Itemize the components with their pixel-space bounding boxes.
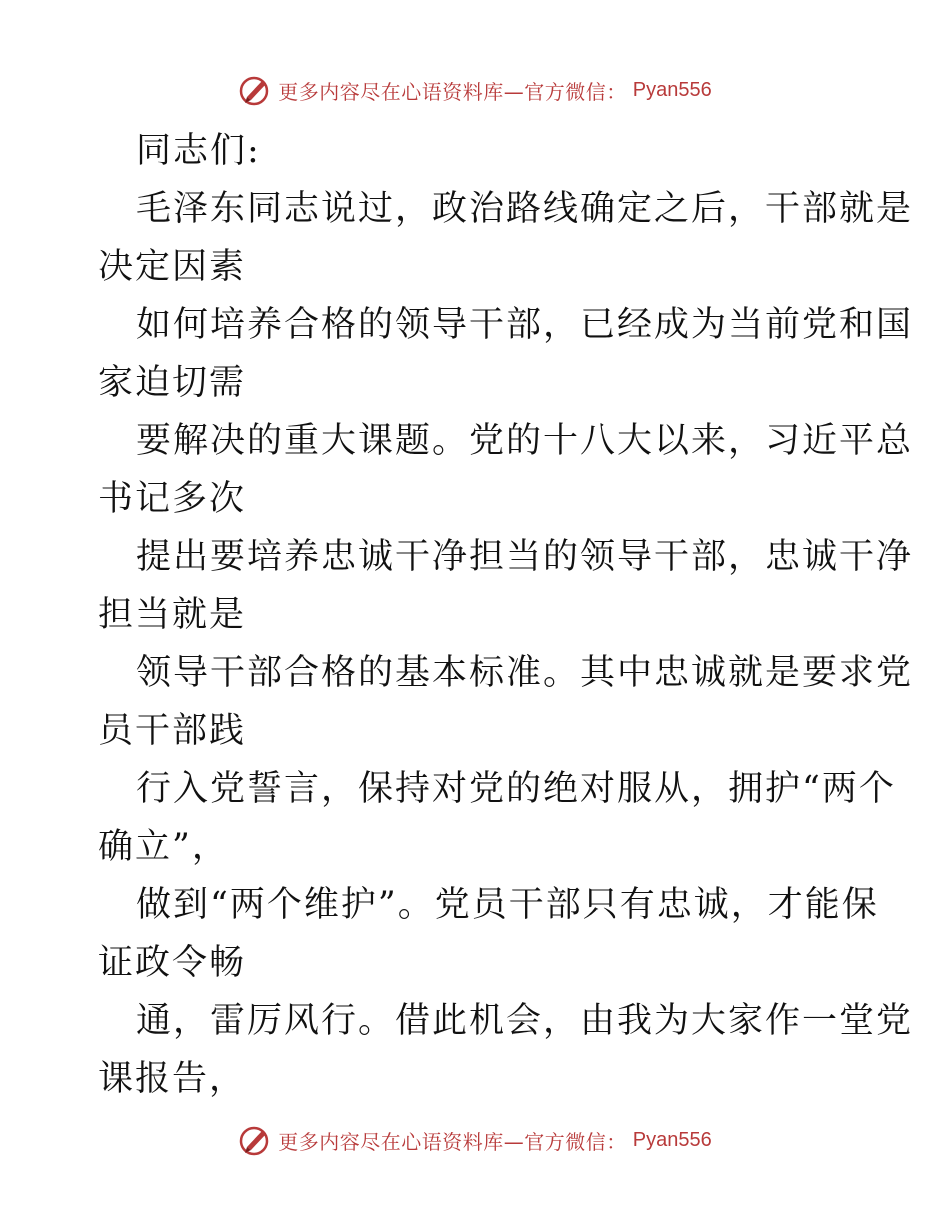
pen-logo-icon <box>238 73 272 107</box>
footer-watermark <box>0 1120 950 1160</box>
paragraph-line: 同志们: <box>136 131 261 171</box>
paragraph-line: 行入党誓言，保持对党的绝对服从，拥护“两个 <box>136 769 896 809</box>
paragraph-line: 毛泽东同志说过，政治路线确定之后，干部就是 <box>136 189 914 229</box>
paragraph-line: 证政令畅 <box>98 943 247 983</box>
paragraph-line: 决定因素 <box>98 247 247 287</box>
header-watermark <box>0 70 950 110</box>
footer-watermark-text: 更多内容尽在心语资料库—官方微信： <box>278 1129 627 1154</box>
paragraph-line: 员干部践 <box>98 711 247 751</box>
paragraph-line: 确立”， <box>98 827 229 867</box>
document-body <box>98 122 914 1108</box>
paragraph-line: 如何培养合格的领导干部，已经成为当前党和国 <box>136 305 914 345</box>
paragraph-line: 通，雷厉风行。借此机会，由我为大家作一堂党 <box>136 1001 914 1041</box>
paragraph-line: 担当就是 <box>98 595 247 635</box>
paragraph-line: 家迫切需 <box>98 363 247 403</box>
header-watermark-text: 更多内容尽在心语资料库—官方微信： <box>278 79 627 104</box>
paragraph-line: 要解决的重大课题。党的十八大以来，习近平总 <box>136 421 914 461</box>
pen-logo-icon <box>238 1123 272 1157</box>
paragraph-line: 领导干部合格的基本标准。其中忠诚就是要求党 <box>136 653 914 693</box>
footer-watermark-handle: Pyan556 <box>632 1128 712 1151</box>
paragraph-line: 做到“两个维护”。党员干部只有忠诚，才能保 <box>136 885 879 925</box>
header-watermark-handle: Pyan556 <box>632 78 712 101</box>
paragraph-line: 提出要培养忠诚干净担当的领导干部，忠诚干净 <box>136 537 914 577</box>
paragraph-line: 课报告， <box>98 1059 247 1099</box>
paragraph-line: 书记多次 <box>98 479 247 519</box>
